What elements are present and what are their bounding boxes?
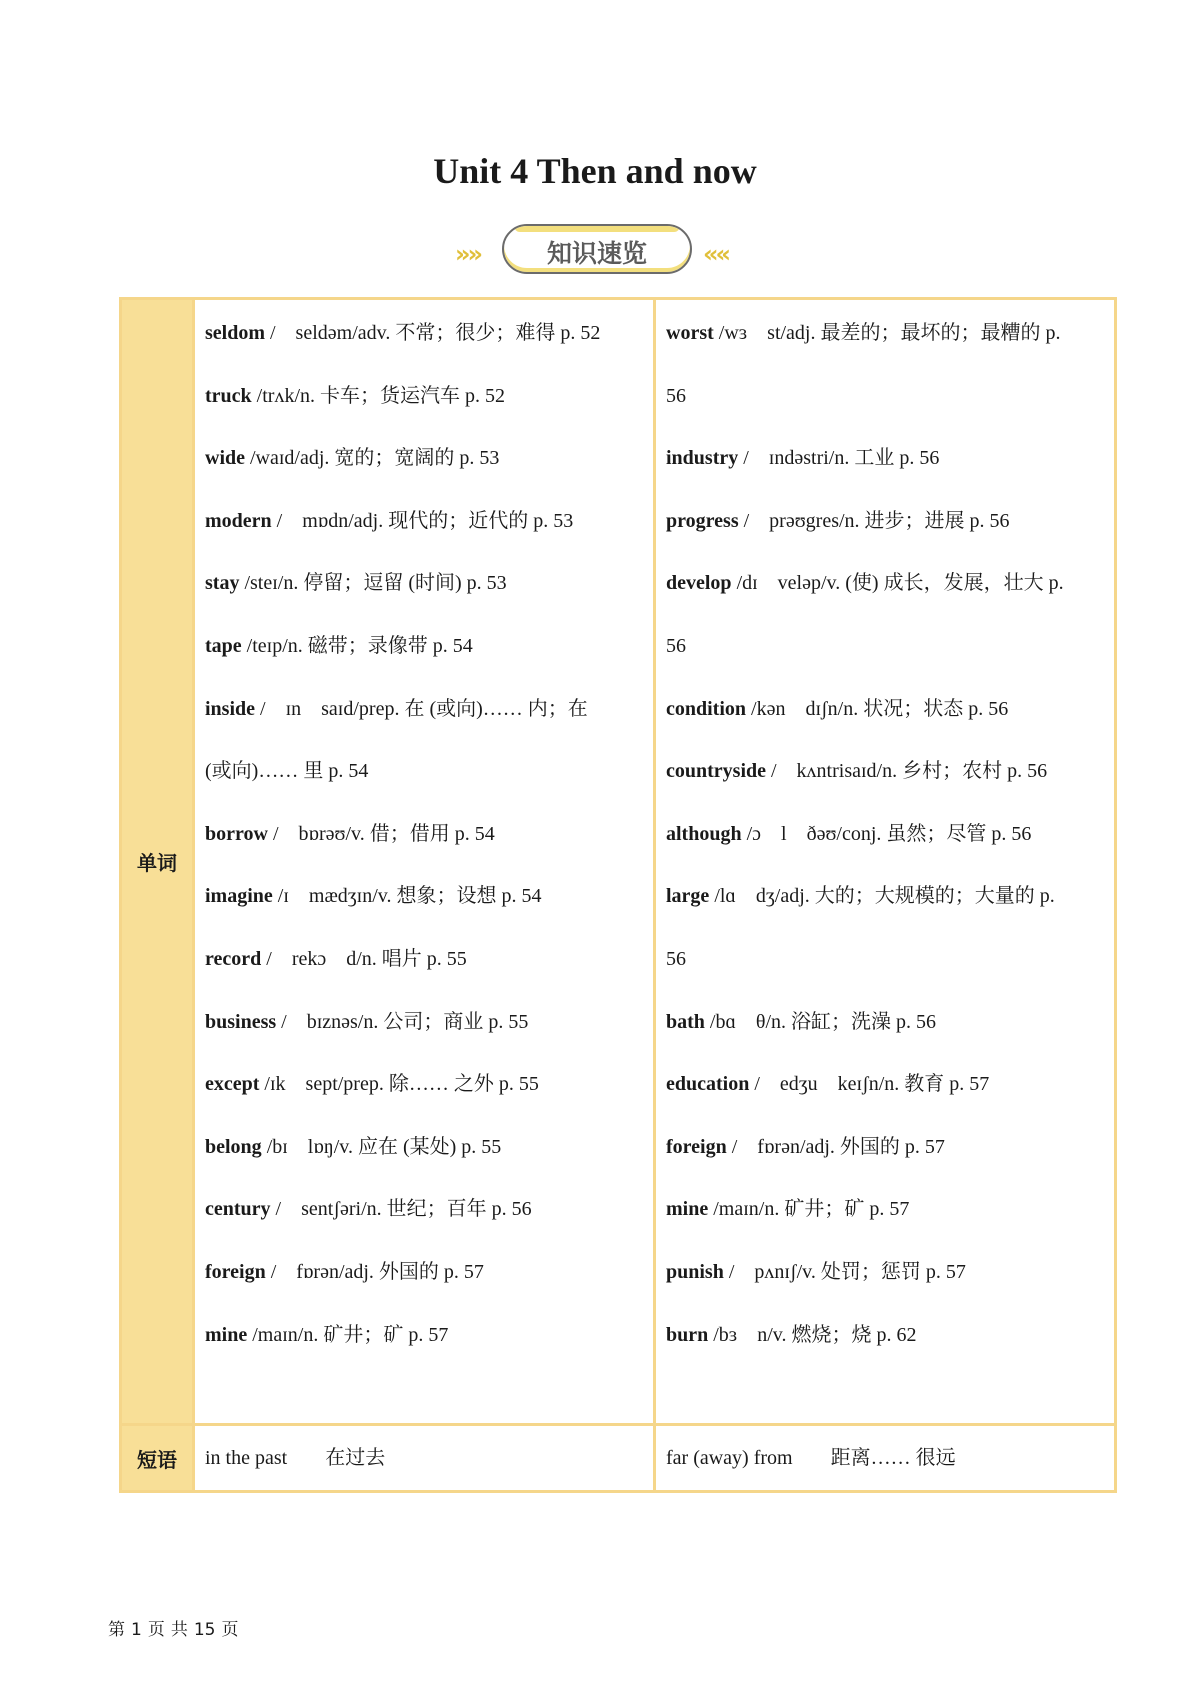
vocab-word: century: [205, 1198, 271, 1221]
vocab-word: stay: [205, 572, 240, 595]
words-row: [121, 299, 1116, 1425]
vocab-entry: [666, 1003, 1106, 1066]
vocab-entry: [666, 377, 1106, 440]
chevrons-left-icon: ««: [703, 240, 729, 268]
vocab-definition: / mɒdn/adj. 现代的；近代的 p. 53: [271, 509, 574, 532]
vocab-definition: /maɪn/n. 矿井；矿 p. 57: [247, 1323, 449, 1346]
vocab-word: worst: [666, 322, 714, 344]
vocab-entry: [205, 1065, 645, 1128]
vocab-entry: [205, 940, 645, 1003]
vocab-word: education: [666, 1073, 750, 1096]
footer-total-pages: 15: [193, 1620, 216, 1640]
vocab-word: foreign: [666, 1135, 727, 1158]
vocab-word: large: [666, 885, 710, 908]
vocab-entry: [666, 815, 1106, 878]
vocab-entry: [666, 1128, 1106, 1191]
section-banner: [0, 224, 1190, 280]
phrase-cell-left: [194, 1425, 655, 1492]
vocab-entry: [205, 752, 645, 815]
vocab-definition: / seldəm/adv. 不常；很少；难得 p. 52: [265, 322, 601, 344]
vocab-definition: / pʌnɪʃ/v. 处罚；惩罚 p. 57: [723, 1260, 966, 1283]
vocab-entry: [666, 690, 1106, 753]
vocab-definition: / sentʃəri/n. 世纪；百年 p. 56: [270, 1198, 532, 1221]
vocab-definition: /trʌk/n. 卡车；货运汽车 p. 52: [251, 384, 506, 407]
footer-text: 页: [221, 1620, 239, 1640]
vocab-entry: [205, 1253, 645, 1316]
vocab-word: punish: [666, 1260, 724, 1283]
vocab-definition: /dɪ veləp/v. (使) 成长，发展，壮大 p.: [731, 572, 1064, 595]
vocab-word: mine: [205, 1323, 248, 1346]
vocab-definition: /lɑ dʒ/adj. 大的；大规模的；大量的 p.: [709, 885, 1055, 908]
vocab-word: truck: [205, 384, 252, 407]
phrase-cell-right: [655, 1425, 1116, 1492]
words-column-right: [655, 299, 1116, 1425]
vocab-entry: [666, 1065, 1106, 1128]
vocab-entry: [205, 439, 645, 502]
vocabulary-table: [119, 297, 1117, 1493]
vocab-word: industry: [666, 447, 739, 470]
vocab-entry: [205, 1128, 645, 1191]
vocab-word: borrow: [205, 822, 268, 845]
vocab-entry: [205, 1003, 645, 1066]
vocab-definition: / kʌntrisaɪd/n. 乡村；农村 p. 56: [766, 760, 1048, 783]
vocab-word: inside: [205, 697, 256, 720]
phrases-heading: 短语: [121, 1425, 194, 1492]
vocab-word: imagine: [205, 885, 273, 908]
vocab-word: condition: [666, 697, 747, 720]
section-label-pill: [502, 224, 692, 274]
words-heading: 单词: [121, 299, 194, 1425]
vocab-definition: /bɪ lɒŋ/v. 应在 (某处) p. 55: [261, 1135, 502, 1158]
vocab-word: wide: [205, 447, 245, 470]
phrase-english: far (away) from: [666, 1447, 793, 1469]
vocab-word: record: [205, 947, 262, 970]
chevrons-right-icon: »»: [455, 240, 481, 268]
vocab-entry: [205, 314, 645, 377]
vocab-definition: /teɪp/n. 磁带；录像带 p. 54: [241, 634, 473, 657]
phrase-chinese: 在过去: [325, 1447, 386, 1469]
vocab-definition: /bɜ n/v. 燃烧；烧 p. 62: [708, 1323, 917, 1346]
vocab-entry: [205, 815, 645, 878]
vocab-definition: / ɪn saɪd/prep. 在 (或向)…… 内；在: [255, 697, 588, 720]
vocab-entry: [205, 377, 645, 440]
vocab-entry: [666, 1190, 1106, 1253]
vocab-definition: /maɪn/n. 矿井；矿 p. 57: [708, 1198, 910, 1221]
vocab-definition: / edʒu keɪʃn/n. 教育 p. 57: [749, 1073, 990, 1096]
vocab-definition: / rekɔ d/n. 唱片 p. 55: [261, 947, 467, 970]
vocab-entry: [666, 1253, 1106, 1316]
vocab-definition: /waɪd/adj. 宽的；宽阔的 p. 53: [245, 447, 500, 470]
footer-page-number: 1: [131, 1620, 142, 1640]
vocab-word: foreign: [205, 1260, 266, 1283]
vocab-definition: /ɪ mædʒɪn/v. 想象；设想 p. 54: [272, 885, 542, 908]
vocab-entry: [205, 1316, 645, 1379]
words-column-left: [194, 299, 655, 1425]
vocab-definition: 56: [666, 384, 686, 407]
vocab-entry: [666, 877, 1106, 940]
vocab-entry: [666, 502, 1106, 565]
vocab-word: although: [666, 822, 742, 845]
vocab-word: except: [205, 1073, 260, 1096]
vocab-word: progress: [666, 509, 739, 532]
vocab-definition: /wɜ st/adj. 最差的；最坏的；最糟的 p.: [713, 322, 1061, 344]
vocab-word: seldom: [205, 322, 265, 344]
footer-text: 共: [170, 1620, 188, 1640]
vocab-definition: / prəʊgres/n. 进步；进展 p. 56: [738, 509, 1010, 532]
page-footer: [108, 1615, 244, 1640]
vocab-entry: [666, 1316, 1106, 1379]
vocab-definition: 56: [666, 634, 686, 657]
vocab-word: countryside: [666, 760, 766, 783]
vocab-entry: [666, 314, 1106, 377]
phrase-english: in the past: [205, 1447, 288, 1469]
vocab-word: business: [205, 1010, 277, 1033]
vocab-definition: /bɑ θ/n. 浴缸；洗澡 p. 56: [704, 1010, 937, 1033]
vocab-entry: [205, 877, 645, 940]
vocab-word: develop: [666, 572, 732, 595]
phrase-chinese: 距离…… 很远: [830, 1447, 956, 1469]
page-title: Unit 4 Then and now: [433, 151, 757, 191]
vocab-entry: [205, 627, 645, 690]
vocab-definition: / ɪndəstri/n. 工业 p. 56: [738, 447, 940, 470]
vocab-definition: /ɪk sept/prep. 除…… 之外 p. 55: [259, 1073, 539, 1096]
vocab-entry: [205, 690, 645, 753]
vocab-definition: 56: [666, 947, 686, 970]
vocab-word: mine: [666, 1198, 709, 1221]
vocab-entry: [666, 627, 1106, 690]
footer-text: 第: [108, 1620, 125, 1640]
vocab-word: burn: [666, 1323, 709, 1346]
vocab-definition: / bɒrəʊ/v. 借；借用 p. 54: [267, 822, 495, 845]
vocab-word: modern: [205, 509, 272, 532]
footer-text: 页: [147, 1620, 165, 1640]
vocab-word: belong: [205, 1135, 262, 1158]
vocab-entry: [205, 564, 645, 627]
vocab-entry: [205, 1190, 645, 1253]
section-label: 知识速览: [546, 239, 647, 268]
phrases-row: [121, 1425, 1116, 1492]
vocab-entry: [666, 564, 1106, 627]
vocab-definition: / fɒrən/adj. 外国的 p. 57: [265, 1260, 484, 1283]
vocab-definition: /ɔ l ðəʊ/conj. 虽然；尽管 p. 56: [741, 822, 1032, 845]
vocab-definition: /steɪ/n. 停留；逗留 (时间) p. 53: [239, 572, 507, 595]
vocab-definition: (或向)…… 里 p. 54: [205, 760, 369, 783]
vocab-word: bath: [666, 1010, 705, 1033]
vocab-entry: [666, 439, 1106, 502]
vocab-definition: / fɒrən/adj. 外国的 p. 57: [726, 1135, 945, 1158]
vocab-word: tape: [205, 634, 242, 657]
vocab-definition: / bɪznəs/n. 公司；商业 p. 55: [276, 1010, 529, 1033]
vocab-entry: [666, 940, 1106, 1003]
vocab-entry: [666, 752, 1106, 815]
vocab-entry: [205, 502, 645, 565]
vocab-definition: /kən dɪʃn/n. 状况；状态 p. 56: [746, 697, 1009, 720]
